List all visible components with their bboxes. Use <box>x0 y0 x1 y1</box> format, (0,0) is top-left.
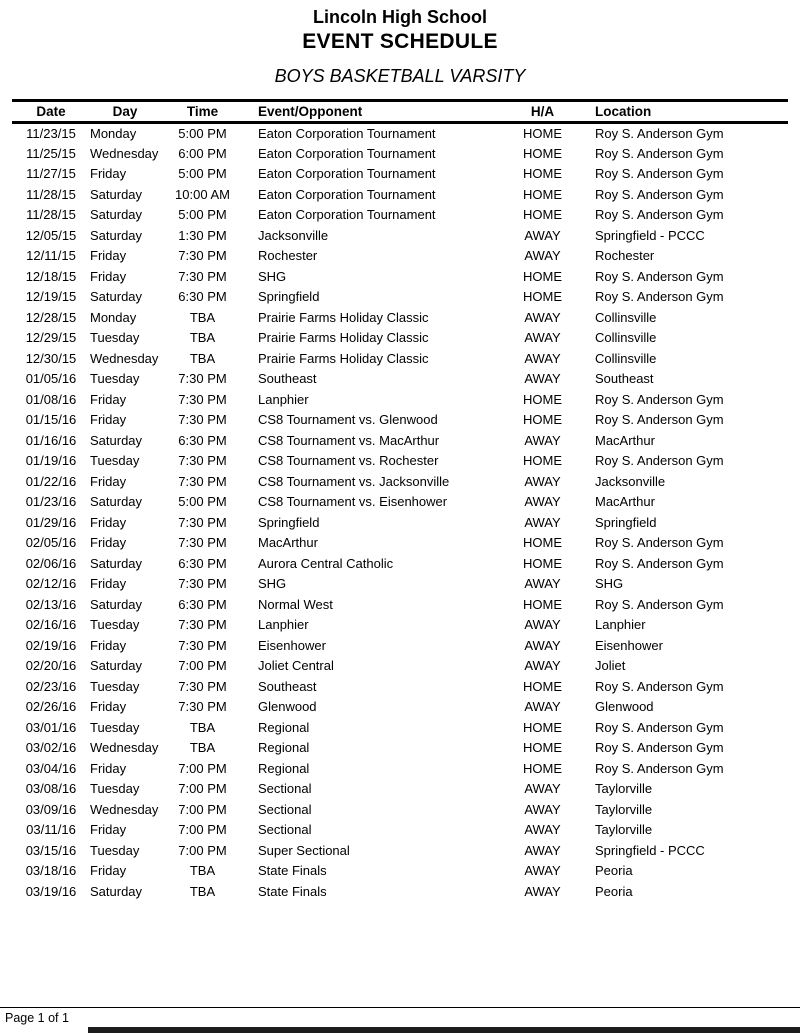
cell-date: 03/08/16 <box>25 781 77 797</box>
cell-date: 12/11/15 <box>26 248 76 264</box>
cell-day: Friday <box>90 248 127 264</box>
cell-event: Glenwood <box>258 699 317 715</box>
table-row <box>12 840 788 861</box>
cell-location: Springfield - PCCC <box>595 842 705 858</box>
cell-location: Jacksonville <box>595 473 666 489</box>
cell-day: Friday <box>90 863 127 879</box>
cell-location: Lanphier <box>595 617 646 633</box>
cell-ha: AWAY <box>524 617 561 633</box>
table-row <box>12 389 788 410</box>
cell-event: Lanphier <box>258 617 309 633</box>
cell-ha: HOME <box>523 268 562 284</box>
cell-time: 6:00 PM <box>178 145 227 161</box>
cell-day: Friday <box>90 166 127 182</box>
cell-day: Friday <box>90 391 127 407</box>
table-row <box>12 430 788 451</box>
cell-event: Normal West <box>258 596 333 612</box>
cell-ha: AWAY <box>524 781 561 797</box>
cell-day: Saturday <box>90 432 143 448</box>
cell-time: 5:00 PM <box>178 207 227 223</box>
cell-ha: AWAY <box>524 842 561 858</box>
cell-ha: AWAY <box>524 371 561 387</box>
cell-location: Roy S. Anderson Gym <box>595 740 724 756</box>
cell-date: 01/19/16 <box>25 453 77 469</box>
cell-day: Saturday <box>90 658 143 674</box>
cell-date: 11/28/15 <box>26 207 76 223</box>
cell-ha: AWAY <box>524 514 561 530</box>
cell-event: Eaton Corporation Tournament <box>258 126 436 141</box>
column-header-event: Event/Opponent <box>258 104 363 119</box>
table-row <box>12 779 788 800</box>
cell-day: Friday <box>90 268 127 284</box>
cell-ha: HOME <box>523 289 562 305</box>
cell-day: Wednesday <box>90 801 159 817</box>
cell-location: Roy S. Anderson Gym <box>595 453 724 469</box>
cell-ha: AWAY <box>524 227 561 243</box>
cell-date: 01/16/16 <box>25 432 77 448</box>
cell-time: 1:30 PM <box>178 227 227 243</box>
cell-date: 02/05/16 <box>25 535 77 551</box>
cell-location: Roy S. Anderson Gym <box>595 760 724 776</box>
table-row <box>12 676 788 697</box>
cell-date: 03/18/16 <box>25 863 77 879</box>
cell-ha: HOME <box>523 126 562 141</box>
cell-location: Roy S. Anderson Gym <box>595 412 724 428</box>
cell-location: Springfield <box>595 514 657 530</box>
cell-date: 03/19/16 <box>25 883 77 899</box>
cell-date: 11/27/15 <box>26 166 76 182</box>
cell-date: 03/04/16 <box>25 760 77 776</box>
page-header <box>0 0 800 87</box>
cell-event: Sectional <box>258 801 312 817</box>
cell-event: CS8 Tournament vs. Glenwood <box>258 412 438 428</box>
cell-ha: HOME <box>523 412 562 428</box>
table-row <box>12 225 788 246</box>
cell-date: 11/28/15 <box>26 186 76 202</box>
cell-time: 7:30 PM <box>178 617 227 633</box>
table-row <box>12 799 788 820</box>
cell-time: 7:30 PM <box>178 371 227 387</box>
cell-day: Friday <box>90 637 127 653</box>
cell-location: Peoria <box>595 863 633 879</box>
cell-event: Eaton Corporation Tournament <box>258 145 436 161</box>
cell-event: Jacksonville <box>258 227 329 243</box>
cell-ha: AWAY <box>524 658 561 674</box>
cell-time: 10:00 AM <box>175 186 230 202</box>
cell-date: 02/16/16 <box>25 617 77 633</box>
cell-location: Roy S. Anderson Gym <box>595 268 724 284</box>
table-row <box>12 717 788 738</box>
cell-event: Prairie Farms Holiday Classic <box>258 350 429 366</box>
cell-time: 7:30 PM <box>178 576 227 592</box>
cell-event: SHG <box>258 576 287 592</box>
cell-event: Aurora Central Catholic <box>258 555 394 571</box>
cell-ha: HOME <box>523 596 562 612</box>
table-row <box>12 205 788 226</box>
table-row <box>12 287 788 308</box>
cell-time: 5:00 PM <box>178 494 227 510</box>
cell-event: CS8 Tournament vs. Eisenhower <box>258 494 448 510</box>
cell-ha: HOME <box>523 535 562 551</box>
cell-date: 12/19/15 <box>25 289 77 305</box>
cell-day: Saturday <box>90 494 143 510</box>
cell-location: Roy S. Anderson Gym <box>595 678 724 694</box>
cell-location: Roy S. Anderson Gym <box>595 145 724 161</box>
cell-day: Tuesday <box>90 781 140 797</box>
table-row <box>12 164 788 185</box>
cell-time: 7:00 PM <box>178 781 227 797</box>
cell-ha: HOME <box>523 555 562 571</box>
cell-event: CS8 Tournament vs. Jacksonville <box>258 473 450 489</box>
cell-location: Roy S. Anderson Gym <box>595 207 724 223</box>
cell-location: Roy S. Anderson Gym <box>595 535 724 551</box>
cell-date: 03/15/16 <box>25 842 77 858</box>
schedule-table <box>12 99 788 902</box>
cell-day: Saturday <box>90 227 143 243</box>
cell-event: Sectional <box>258 781 312 797</box>
cell-ha: AWAY <box>524 473 561 489</box>
cell-ha: HOME <box>523 145 562 161</box>
table-row <box>12 348 788 369</box>
cell-time: TBA <box>189 330 216 346</box>
cell-location: Southeast <box>595 371 654 387</box>
cell-date: 03/01/16 <box>25 719 77 735</box>
bottom-bar <box>88 1027 800 1033</box>
cell-location: Roy S. Anderson Gym <box>595 126 724 141</box>
cell-ha: AWAY <box>524 699 561 715</box>
table-row <box>12 656 788 677</box>
table-row <box>12 738 788 759</box>
cell-day: Saturday <box>90 596 143 612</box>
cell-ha: AWAY <box>524 432 561 448</box>
table-row <box>12 492 788 513</box>
cell-event: Springfield <box>258 289 320 305</box>
cell-time: 7:30 PM <box>178 535 227 551</box>
cell-ha: HOME <box>523 186 562 202</box>
cell-event: Eisenhower <box>258 637 326 653</box>
table-row <box>12 143 788 164</box>
cell-event: SHG <box>258 268 287 284</box>
cell-date: 02/26/16 <box>25 699 77 715</box>
table-row <box>12 307 788 328</box>
cell-date: 02/13/16 <box>25 596 77 612</box>
cell-location: Roy S. Anderson Gym <box>595 166 724 182</box>
table-row <box>12 758 788 779</box>
cell-location: Taylorville <box>595 781 653 797</box>
cell-day: Friday <box>90 576 127 592</box>
cell-date: 02/23/16 <box>25 678 77 694</box>
cell-location: SHG <box>595 576 624 592</box>
cell-time: 5:00 PM <box>178 166 227 182</box>
cell-day: Saturday <box>90 289 143 305</box>
cell-location: Roy S. Anderson Gym <box>595 596 724 612</box>
cell-location: Taylorville <box>595 801 653 817</box>
table-row <box>12 881 788 902</box>
cell-event: State Finals <box>258 863 327 879</box>
cell-location: Springfield - PCCC <box>595 227 705 243</box>
cell-event: Rochester <box>258 248 318 264</box>
cell-time: 7:00 PM <box>178 842 227 858</box>
cell-event: CS8 Tournament vs. MacArthur <box>258 432 440 448</box>
cell-ha: HOME <box>523 760 562 776</box>
cell-time: 6:30 PM <box>178 596 227 612</box>
cell-date: 03/09/16 <box>25 801 77 817</box>
page-title: EVENT SCHEDULE <box>302 30 498 53</box>
cell-event: Sectional <box>258 822 312 838</box>
cell-ha: HOME <box>523 740 562 756</box>
table-row <box>12 123 788 144</box>
cell-ha: AWAY <box>524 309 561 325</box>
table-row <box>12 533 788 554</box>
cell-ha: HOME <box>523 719 562 735</box>
cell-location: Collinsville <box>595 330 657 346</box>
cell-ha: AWAY <box>524 350 561 366</box>
cell-event: Southeast <box>258 678 317 694</box>
column-header-time: Time <box>186 104 219 119</box>
cell-time: 7:30 PM <box>178 391 227 407</box>
cell-day: Monday <box>90 126 137 141</box>
cell-day: Saturday <box>90 555 143 571</box>
cell-date: 02/19/16 <box>25 637 77 653</box>
cell-location: Joliet <box>595 658 626 674</box>
cell-time: 7:30 PM <box>178 412 227 428</box>
cell-event: Prairie Farms Holiday Classic <box>258 309 429 325</box>
table-row <box>12 697 788 718</box>
cell-time: 7:00 PM <box>178 822 227 838</box>
table-row <box>12 615 788 636</box>
cell-time: 7:30 PM <box>178 473 227 489</box>
cell-day: Friday <box>90 412 127 428</box>
cell-ha: HOME <box>523 166 562 182</box>
column-header-date: Date <box>36 104 66 119</box>
cell-event: Joliet Central <box>258 658 334 674</box>
table-row <box>12 246 788 267</box>
table-row <box>12 471 788 492</box>
cell-ha: AWAY <box>524 822 561 838</box>
cell-day: Tuesday <box>90 371 140 387</box>
cell-day: Tuesday <box>90 719 140 735</box>
cell-day: Friday <box>90 535 127 551</box>
cell-event: MacArthur <box>258 535 318 551</box>
cell-event: CS8 Tournament vs. Rochester <box>258 453 439 469</box>
cell-time: 6:30 PM <box>178 289 227 305</box>
cell-date: 12/29/15 <box>25 330 77 346</box>
cell-day: Saturday <box>90 186 143 202</box>
cell-time: 5:00 PM <box>178 126 227 141</box>
schedule-table-head <box>12 101 788 123</box>
cell-ha: AWAY <box>524 576 561 592</box>
cell-time: 7:30 PM <box>178 637 227 653</box>
cell-day: Friday <box>90 699 127 715</box>
cell-day: Friday <box>90 760 127 776</box>
table-row <box>12 594 788 615</box>
column-header-ha: H/A <box>530 104 555 119</box>
cell-day: Friday <box>90 473 127 489</box>
cell-date: 02/06/16 <box>25 555 77 571</box>
cell-ha: AWAY <box>524 637 561 653</box>
column-header-location: Location <box>595 104 652 119</box>
table-row <box>12 553 788 574</box>
cell-ha: AWAY <box>524 801 561 817</box>
cell-date: 12/18/15 <box>25 268 77 284</box>
cell-time: TBA <box>189 719 216 735</box>
cell-time: 7:30 PM <box>178 248 227 264</box>
cell-date: 11/23/15 <box>26 126 76 141</box>
cell-time: 7:30 PM <box>178 453 227 469</box>
cell-date: 01/23/16 <box>25 494 77 510</box>
cell-location: Roy S. Anderson Gym <box>595 186 724 202</box>
cell-ha: HOME <box>523 391 562 407</box>
cell-time: 7:00 PM <box>178 801 227 817</box>
cell-event: State Finals <box>258 883 327 899</box>
table-row <box>12 861 788 882</box>
team-subtitle: BOYS BASKETBALL VARSITY <box>274 66 526 86</box>
cell-time: 7:00 PM <box>178 658 227 674</box>
column-header-day: Day <box>112 104 138 119</box>
cell-location: MacArthur <box>595 432 655 448</box>
cell-location: Roy S. Anderson Gym <box>595 391 724 407</box>
cell-ha: HOME <box>523 453 562 469</box>
cell-event: Regional <box>258 740 310 756</box>
cell-location: Taylorville <box>595 822 653 838</box>
cell-day: Tuesday <box>90 678 140 694</box>
cell-event: Lanphier <box>258 391 309 407</box>
schedule-table-body <box>12 123 788 902</box>
cell-location: Roy S. Anderson Gym <box>595 555 724 571</box>
cell-location: Rochester <box>595 248 655 264</box>
cell-date: 12/05/15 <box>25 227 77 243</box>
cell-day: Saturday <box>90 207 143 223</box>
cell-day: Wednesday <box>90 350 159 366</box>
cell-date: 03/02/16 <box>25 740 77 756</box>
cell-day: Friday <box>90 514 127 530</box>
cell-time: TBA <box>189 350 216 366</box>
cell-location: Roy S. Anderson Gym <box>595 289 724 305</box>
cell-event: Regional <box>258 719 310 735</box>
cell-event: Regional <box>258 760 310 776</box>
cell-date: 03/11/16 <box>26 822 76 838</box>
cell-ha: AWAY <box>524 863 561 879</box>
cell-date: 01/22/16 <box>25 473 77 489</box>
cell-time: 7:30 PM <box>178 268 227 284</box>
cell-location: Roy S. Anderson Gym <box>595 719 724 735</box>
cell-date: 02/12/16 <box>25 576 77 592</box>
cell-day: Wednesday <box>90 145 159 161</box>
header-row <box>12 101 788 123</box>
cell-time: TBA <box>189 309 216 325</box>
cell-time: 6:30 PM <box>178 555 227 571</box>
cell-time: 7:30 PM <box>178 699 227 715</box>
cell-day: Tuesday <box>90 842 140 858</box>
cell-date: 01/15/16 <box>25 412 77 428</box>
cell-time: 7:30 PM <box>178 514 227 530</box>
cell-location: Collinsville <box>595 309 657 325</box>
table-row <box>12 512 788 533</box>
cell-location: Collinsville <box>595 350 657 366</box>
cell-location: Eisenhower <box>595 637 663 653</box>
table-row <box>12 184 788 205</box>
cell-date: 12/30/15 <box>25 350 77 366</box>
school-name: Lincoln High School <box>313 7 487 27</box>
cell-time: 7:00 PM <box>178 760 227 776</box>
cell-date: 12/28/15 <box>25 309 77 325</box>
cell-day: Friday <box>90 822 127 838</box>
table-row <box>12 328 788 349</box>
cell-date: 01/08/16 <box>25 391 77 407</box>
cell-day: Wednesday <box>90 740 159 756</box>
cell-time: TBA <box>189 740 216 756</box>
cell-date: 01/05/16 <box>25 371 77 387</box>
cell-event: Springfield <box>258 514 320 530</box>
table-row <box>12 574 788 595</box>
cell-date: 02/20/16 <box>25 658 77 674</box>
cell-ha: AWAY <box>524 330 561 346</box>
cell-event: Eaton Corporation Tournament <box>258 166 436 182</box>
cell-day: Tuesday <box>90 453 140 469</box>
cell-ha: HOME <box>523 678 562 694</box>
cell-time: 6:30 PM <box>178 432 227 448</box>
cell-event: Super Sectional <box>258 842 350 858</box>
page-number-label: Page 1 of 1 <box>5 1011 69 1025</box>
cell-day: Tuesday <box>90 617 140 633</box>
cell-ha: AWAY <box>524 883 561 899</box>
cell-ha: HOME <box>523 207 562 223</box>
table-row <box>12 266 788 287</box>
cell-event: Eaton Corporation Tournament <box>258 186 436 202</box>
cell-location: MacArthur <box>595 494 655 510</box>
table-row <box>12 635 788 656</box>
cell-location: Glenwood <box>595 699 654 715</box>
cell-event: Eaton Corporation Tournament <box>258 207 436 223</box>
cell-day: Tuesday <box>90 330 140 346</box>
cell-date: 01/29/16 <box>25 514 77 530</box>
footer-divider <box>0 1007 800 1008</box>
table-row <box>12 451 788 472</box>
cell-ha: AWAY <box>524 248 561 264</box>
cell-time: 7:30 PM <box>178 678 227 694</box>
cell-day: Monday <box>90 309 137 325</box>
cell-time: TBA <box>189 883 216 899</box>
cell-time: TBA <box>189 863 216 879</box>
table-row <box>12 369 788 390</box>
table-row <box>12 820 788 841</box>
cell-date: 11/25/15 <box>26 145 76 161</box>
cell-day: Saturday <box>90 883 143 899</box>
cell-ha: AWAY <box>524 494 561 510</box>
cell-location: Peoria <box>595 883 633 899</box>
cell-event: Southeast <box>258 371 317 387</box>
cell-event: Prairie Farms Holiday Classic <box>258 330 429 346</box>
table-row <box>12 410 788 431</box>
schedule-table-wrap <box>12 99 788 902</box>
